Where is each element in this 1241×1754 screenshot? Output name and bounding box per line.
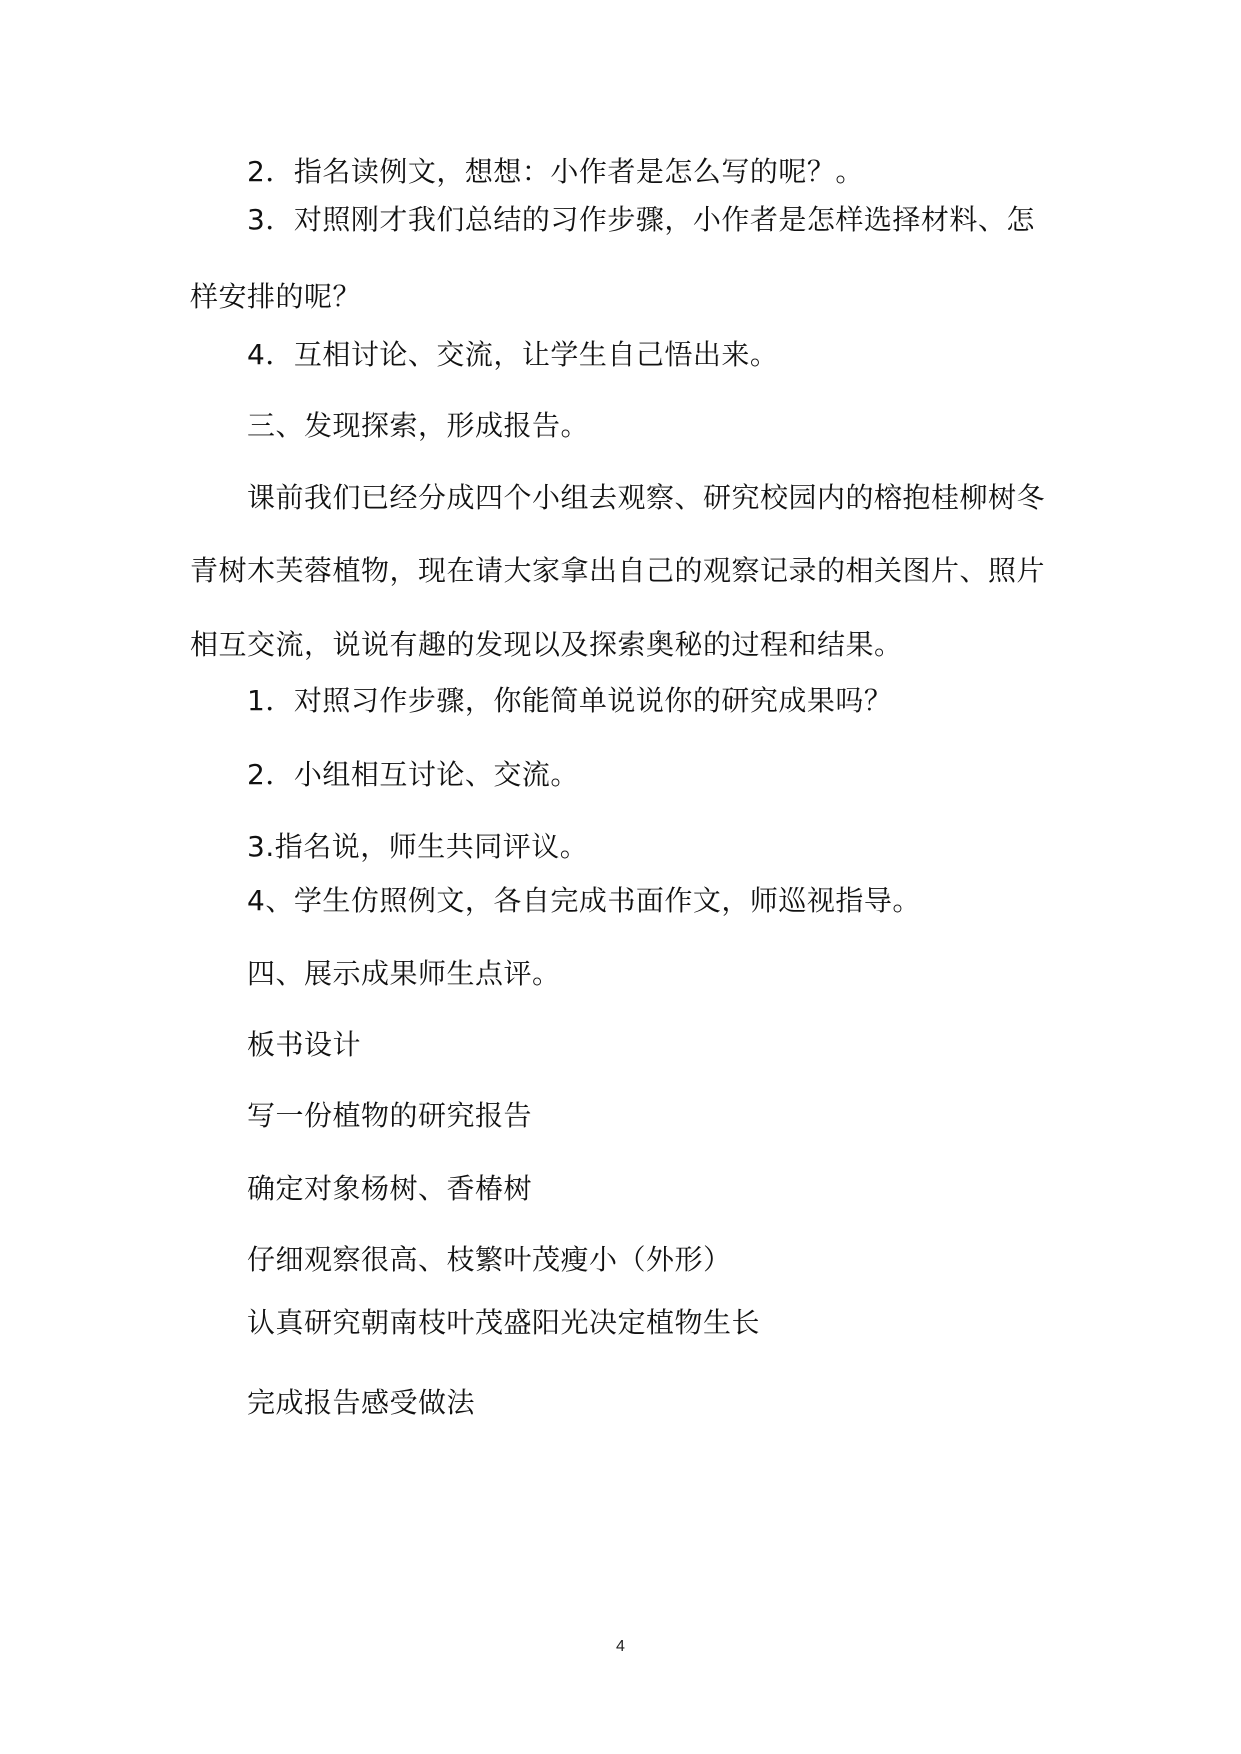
text-line: 1．对照习作步骤，你能简单说说你的研究成果吗？ — [247, 684, 893, 717]
text-line: 相互交流，说说有趣的发现以及探索奥秘的过程和结果。 — [190, 628, 903, 661]
text-line: 仔细观察很高、枝繁叶茂瘦小（外形） — [247, 1243, 732, 1276]
text-line: 2．指名读例文，想想：小作者是怎么写的呢？。 — [247, 155, 864, 188]
text-line: 3．对照刚才我们总结的习作步骤，小作者是怎样选择材料、怎 — [247, 203, 1035, 236]
text-line: 3.指名说，师生共同评议。 — [247, 830, 589, 863]
text-line: 2．小组相互讨论、交流。 — [247, 758, 579, 791]
text-line: 写一份植物的研究报告 — [247, 1099, 533, 1132]
text-line: 4．互相讨论、交流，让学生自己悟出来。 — [247, 338, 779, 371]
text-line: 板书设计 — [247, 1028, 362, 1061]
text-line: 四、展示成果师生点评。 — [247, 957, 561, 990]
text-line: 三、发现探索，形成报告。 — [247, 409, 590, 442]
text-line: 青树木芙蓉植物，现在请大家拿出自己的观察记录的相关图片、照片 — [190, 554, 1046, 587]
page-number: 4 — [616, 1638, 625, 1655]
text-line: 认真研究朝南枝叶茂盛阳光决定植物生长 — [247, 1306, 761, 1339]
text-line: 样安排的呢？ — [190, 280, 362, 313]
text-line: 4、学生仿照例文，各自完成书面作文，师巡视指导。 — [247, 884, 921, 917]
text-line: 完成报告感受做法 — [247, 1386, 476, 1419]
text-line: 课前我们已经分成四个小组去观察、研究校园内的榕抱桂柳树冬 — [247, 481, 1046, 514]
text-line: 确定对象杨树、香椿树 — [247, 1172, 533, 1205]
